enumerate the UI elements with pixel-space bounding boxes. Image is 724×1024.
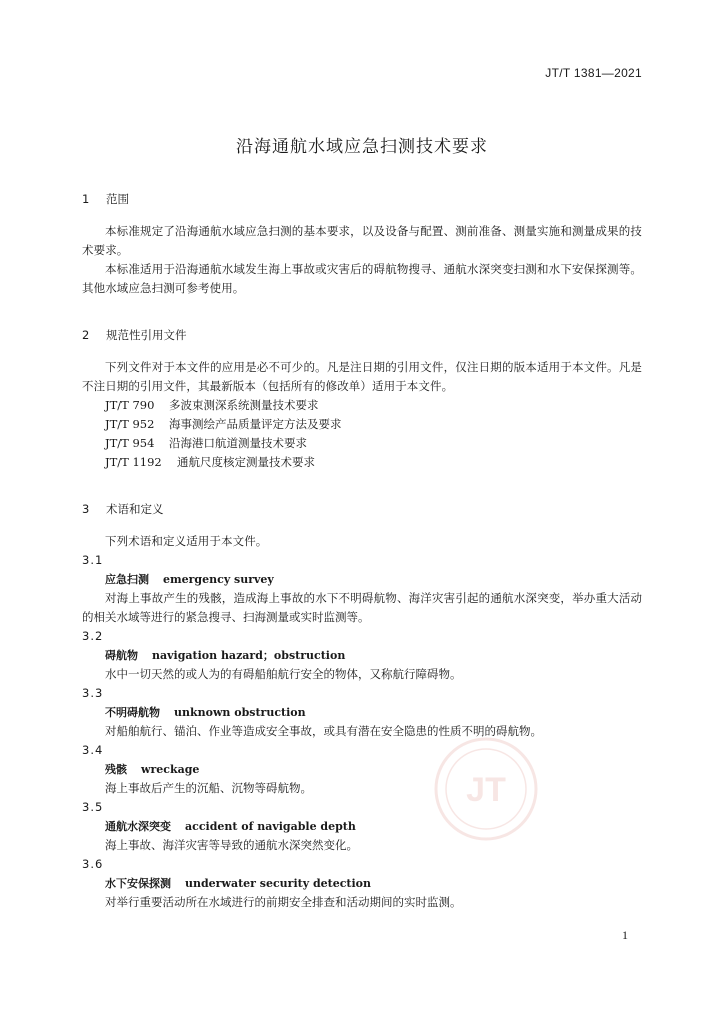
term-definition: 水中一切天然的或人为的有碍船舶航行安全的物体，又称航行障碍物。	[105, 667, 462, 681]
term-definition: 对举行重要活动所在水域进行的前期安全排查和活动期间的实时监测。	[105, 895, 462, 909]
term-entry	[82, 684, 642, 741]
term-entry	[82, 855, 642, 912]
term-number: 3.4	[82, 743, 104, 757]
term-entry	[82, 798, 642, 855]
term-number: 3.3	[82, 686, 104, 700]
term-name: 碍航物 navigation hazard；obstruction	[105, 649, 346, 662]
section-title: 范围	[106, 192, 129, 206]
term-definition: 对船舶航行、锚泊、作业等造成安全事故，或具有潜在安全隐患的性质不明的碍航物。	[105, 724, 542, 738]
section-number: 1	[82, 192, 90, 206]
section-number: 2	[82, 328, 90, 342]
document-body	[82, 188, 642, 912]
term-name: 应急扫测 emergency survey	[105, 573, 274, 586]
reference-item: JT/T 790 多波束测深系统测量技术要求	[105, 398, 319, 412]
document-title: 沿海通航水域应急扫测技术要求	[236, 137, 488, 157]
section-number: 3	[82, 502, 90, 516]
page-number: 1	[622, 928, 628, 942]
section-heading-scope	[82, 188, 642, 210]
scope-paragraph-1: 本标准规定了沿海通航水域应急扫测的基本要求，以及设备与配置、测前准备、测量实施和测量成果的技术要求。	[82, 224, 642, 257]
term-entry	[82, 551, 642, 627]
references-paragraph: 下列文件对于本文件的应用是必不可少的。凡是注日期的引用文件，仅注日期的版本适用于本文件。凡是不注日期的引用文件，其最新版本（包括所有的修改单）适用于本文件。	[82, 360, 642, 393]
term-definition: 海上事故、海洋灾害等导致的通航水深突然变化。	[105, 838, 358, 852]
term-definition: 对海上事故产生的残骸，造成海上事故的水下不明碍航物、海洋灾害引起的通航水深突变，举办重大活动的相关水域等进行的紧急搜寻、扫海测量或实时监测等。	[82, 591, 642, 624]
term-name: 水下安保探测 underwater security detection	[105, 877, 372, 890]
term-definition: 海上事故后产生的沉船、沉物等碍航物。	[105, 781, 312, 795]
reference-item: JT/T 1192 通航尺度核定测量技术要求	[105, 455, 315, 469]
section-title: 规范性引用文件	[106, 328, 187, 342]
term-name: 残骸 wreckage	[105, 763, 200, 776]
section-heading-terms-definitions	[82, 498, 642, 520]
reference-item: JT/T 952 海事测绘产品质量评定方法及要求	[105, 417, 342, 431]
term-number: 3.5	[82, 800, 104, 814]
reference-item: JT/T 954 沿海港口航道测量技术要求	[105, 436, 307, 450]
scope-paragraph-2: 本标准适用于沿海通航水域发生海上事故或灾害后的碍航物搜寻、通航水深突变扫测和水下安保探测等。其他水域应急扫测可参考使用。	[82, 262, 642, 295]
term-number: 3.1	[82, 553, 104, 567]
term-number: 3.2	[82, 629, 104, 643]
section-heading-normative-references	[82, 324, 642, 346]
section-title: 术语和定义	[106, 502, 164, 516]
standard-code: JT/T 1381—2021	[545, 66, 642, 80]
term-entry	[82, 741, 642, 798]
terms-intro: 下列术语和定义适用于本文件。	[105, 534, 268, 548]
term-entry	[82, 627, 642, 684]
term-name: 不明碍航物 unknown obstruction	[105, 706, 306, 719]
term-number: 3.6	[82, 857, 104, 871]
term-name: 通航水深突变 accident of navigable depth	[105, 820, 356, 833]
watermark-text: JT	[466, 771, 506, 809]
